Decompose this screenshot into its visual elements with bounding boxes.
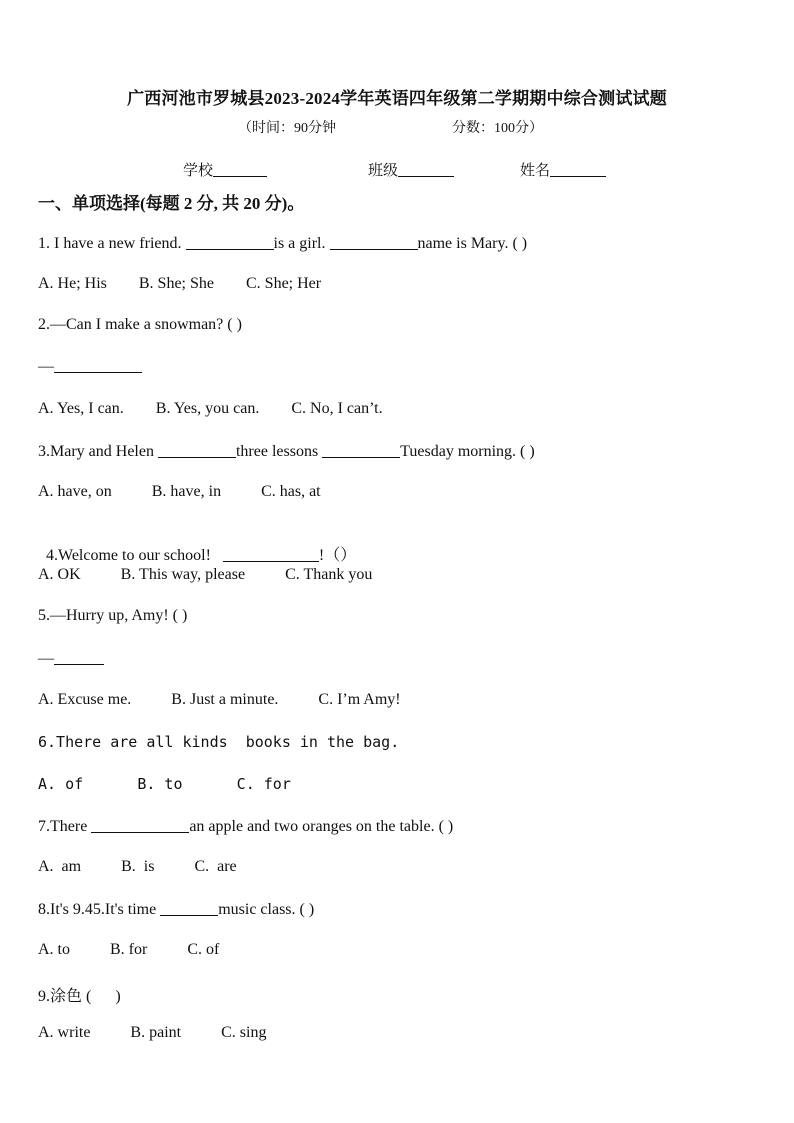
question-text: !（） [318,547,357,564]
answer-blank [54,648,104,665]
school-blank [213,161,267,177]
reply-5 [38,648,104,668]
score-info: 分数：100分） [452,121,543,136]
options-5: A. Excuse me. B. Just a minute. C. I’m Amy! [38,691,401,708]
class-blank [398,161,454,177]
answer-blank [54,356,142,373]
answer-blank [186,233,274,250]
answer-blank [158,441,236,458]
answer-blank [91,816,189,833]
dash: — [38,358,54,375]
question-text: 8.It's 9.45.It's time [38,901,161,918]
options-2: A. Yes, I can. B. Yes, you can. C. No, I can’t. [38,400,383,417]
dash: — [38,650,54,667]
page-title: 广西河池市罗城县2023-2024学年英语四年级第二学期期中综合测试试题 [127,89,667,108]
question-7 [38,816,453,836]
question-text: name is Mary. ( ) [417,235,528,252]
question-2: 2.—Can I make a snowman? ( ) [38,316,242,333]
question-text: 7.There [38,818,92,835]
question-text: music class. ( ) [218,901,315,918]
name-blank [550,161,606,177]
question-text: 1. I have a new friend. [38,235,186,252]
options-7: A. am B. is C. are [38,858,237,875]
school-field [183,159,267,180]
options-8: A. to B. for C. of [38,941,220,958]
question-1 [38,233,527,253]
class-label: 班级 [368,163,399,179]
answer-blank [160,899,218,916]
options-9: A. write B. paint C. sing [38,1024,267,1041]
question-5: 5.—Hurry up, Amy! ( ) [38,607,188,624]
question-6: 6.There are all kinds books in the bag. [38,733,400,751]
question-text: 4.Welcome to our school! [46,547,223,564]
options-3: A. have, on B. have, in C. has, at [38,483,321,500]
question-3 [38,441,535,461]
question-text: Tuesday morning. ( ) [400,443,535,460]
name-label: 姓名 [520,163,551,179]
answer-blank [223,545,319,562]
name-field [520,159,606,180]
options-6: A. of B. to C. for [38,775,291,793]
class-field [368,159,454,180]
question-text: is a girl. [273,235,330,252]
question-9: 9.涂色 ( ) [38,988,121,1005]
question-4 [38,524,356,565]
options-1: A. He; His B. She; She C. She; Her [38,275,322,292]
answer-blank [322,441,400,458]
section-heading: 一、单项选择(每题 2 分, 共 20 分)。 [38,194,305,213]
question-text: three lessons [235,443,323,460]
question-text: 3.Mary and Helen [38,443,158,460]
reply-2 [38,356,142,376]
question-text: an apple and two oranges on the table. ( ) [189,818,454,835]
question-8 [38,899,314,919]
answer-blank [330,233,418,250]
options-4: A. OK B. This way, please C. Thank you [38,566,373,583]
school-label: 学校 [183,163,214,179]
time-info: （时间：90分钟 [238,121,336,136]
